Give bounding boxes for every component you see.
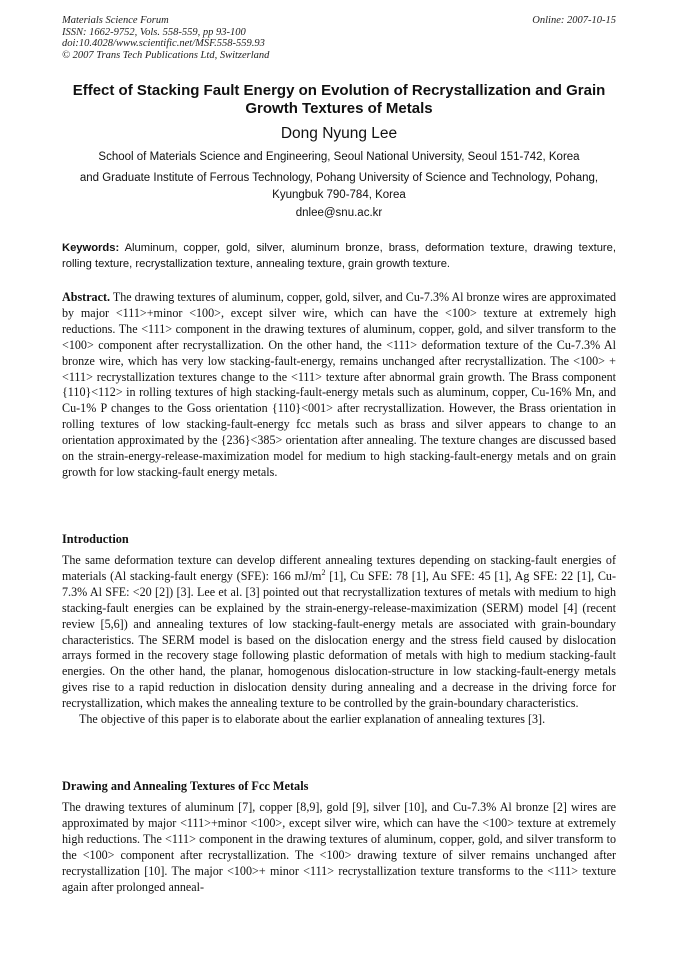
issn-line: ISSN: 1662-9752, Vols. 558-559, pp 93-100 bbox=[62, 26, 246, 38]
paper-title: Effect of Stacking Fault Energy on Evolution of Recrystallization and Grain Growth Textures of Metals bbox=[72, 82, 606, 117]
introduction-paragraph-1 bbox=[62, 553, 616, 712]
abstract-text: The drawing textures of aluminum, copper, gold, silver, and Cu-7.3% Al bronze wires are approximated by major <111>+minor <100>, except silver wire, which can have the <100> texture at extremely high reductions. The <111> component in the drawing textures of aluminum, copper, gold, and silver transform to the <100> component after recrystallization. On the other hand, the <111> deformation texture of the Cu-7.3% Al bronze wire, which has very low stacking-fault-energy, remains unchanged after recrystallization. The <100> + <111> recrystallization textures change to the <111> texture after abnormal grain growth. The Brass component {110}<112> in rolling textures of high stacking-fault-energy metals such as aluminum, copper, Cu-16% Mn, and Cu-1% P changes to the Goss orientation {110}<001> after recrystallization. However, the Brass orientation in rolling textures of low stacking-fault-energy fcc metals such as brass and silver appears to change to an orientation approximated by the {236}<385> orientation after annealing. The texture changes are discussed based on the strain-energy-release-maximization model for medium to high stacking-fault-energy metals and on grain growth for low stacking-fault energy metals. bbox=[62, 290, 616, 479]
intro-p1-part-a: The same deformation texture can develop different annealing textures depending on stacking-fault energies of materials (Al stacking-fault energy (SFE): 166 mJ/m bbox=[62, 553, 616, 583]
journal-name: Materials Science Forum bbox=[62, 15, 169, 26]
author-name: Dong Nyung Lee bbox=[280, 125, 398, 142]
keywords-label: Keywords: bbox=[62, 242, 120, 254]
superscript-2: 2 bbox=[321, 567, 326, 577]
affiliation-2: and Graduate Institute of Ferrous Technology, Pohang University of Science and Technology, Pohang, Kyungbuk 790-784, Korea bbox=[79, 172, 599, 201]
keywords-text: Aluminum, copper, gold, silver, aluminum bronze, brass, deformation texture, drawing texture, rolling texture, recrystallization texture, annealing texture, grain growth texture. bbox=[62, 242, 616, 270]
doi-line[interactable]: doi:10.4028/www.scientific.net/MSF.558-559.93 bbox=[62, 38, 265, 49]
introduction-body bbox=[62, 553, 616, 728]
introduction-heading: Introduction bbox=[62, 532, 129, 546]
keywords-block bbox=[62, 240, 616, 272]
drawing-section-body: The drawing textures of aluminum [7], copper [8,9], gold [9], silver [10], and Cu-7.3% Al bronze [2] wires are approximated by major <111>+minor <100>, except silver wire, which can have the <100> texture at extremely high reductions. The <111> component in the drawing textures of aluminum, copper, gold, and silver transform to the <100> component after recrystallization. The <100> drawing texture of silver remains unchanged after recrystallization [10]. The major <100>+ minor <111> recrystallization texture transforms to the <111> texture again after prolonged anneal- bbox=[62, 800, 616, 894]
online-date: Online: 2007-10-15 bbox=[532, 15, 616, 26]
abstract-label: Abstract. bbox=[62, 290, 111, 304]
drawing-section-heading: Drawing and Annealing Textures of Fcc Metals bbox=[62, 779, 309, 793]
introduction-paragraph-2: The objective of this paper is to elaborate about the earlier explanation of annealing textures [3]. bbox=[79, 712, 546, 727]
affiliation-1: School of Materials Science and Engineering, Seoul National University, Seoul 151-742, Korea bbox=[98, 151, 580, 163]
intro-p1-part-b: [1], Cu SFE: 78 [1], Au SFE: 45 [1], Ag SFE: 22 [1], Cu-7.3% Al SFE: <20 [2]) [3]. Lee et al. [3] pointed out that recrystallization textures of metals with medium to high stacking-fault energies can be explained by the strain-energy-release-maximization (SERM) model [4] (recent review [5,6]) and annealing textures of low stacking-fault-energy metals are associated with grain-boundary characteristics. The SERM model is based on the dislocation energy and the stress field caused by dislocation arrays formed in the recovery stage following plastic deformation of metals with high to medium stacking-fault energies. On the other hand, the planar, homogenous dislocation-structure in low stacking-fault-energy metals gives rise to a rapid reduction in dislocation density during annealing and a decrease in the driving force for recrystallization, which makes the annealing texture to be controlled by the grain-boundary characteristics. bbox=[62, 568, 616, 711]
affiliation-block bbox=[62, 149, 616, 208]
abstract-block bbox=[62, 290, 616, 481]
journal-header bbox=[62, 15, 616, 61]
copyright-line: © 2007 Trans Tech Publications Ltd, Switzerland bbox=[62, 49, 270, 61]
author-email[interactable]: dnlee@snu.ac.kr bbox=[295, 207, 383, 219]
